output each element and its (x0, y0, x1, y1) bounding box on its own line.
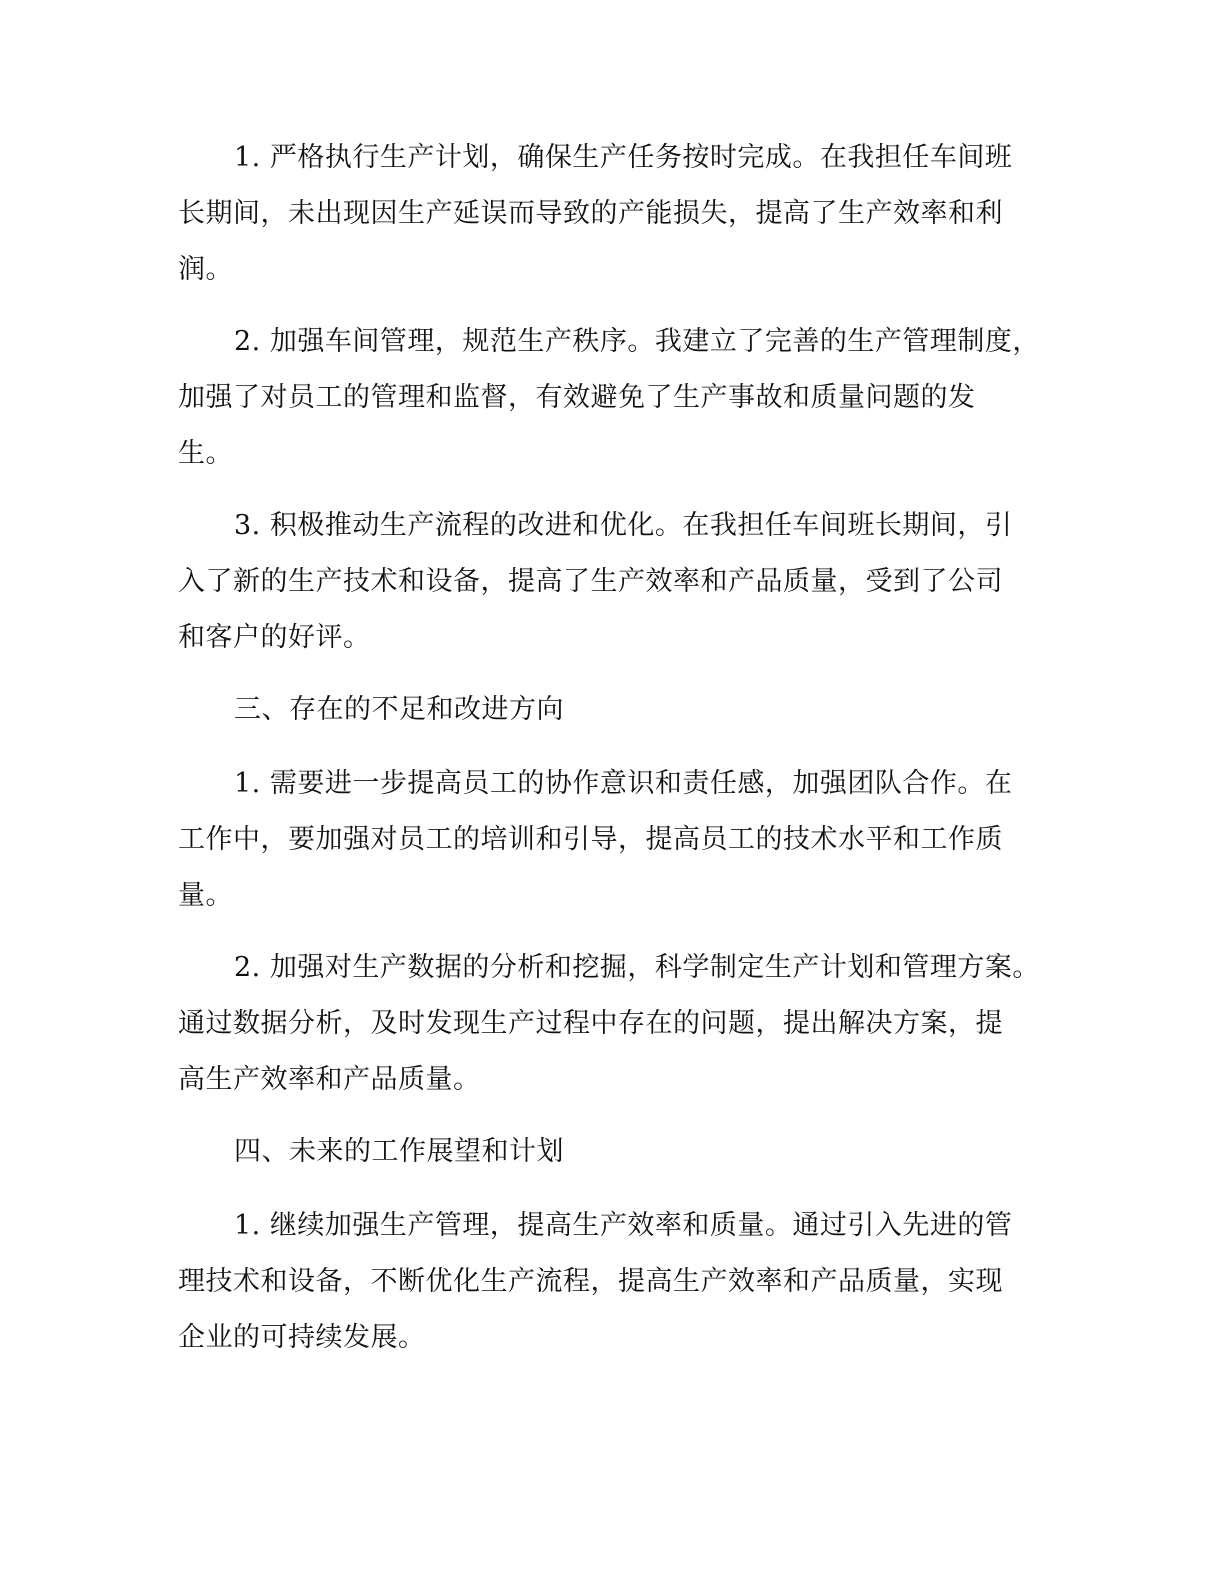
paragraph-line: 工作中，要加强对员工的培训和引导，提高员工的技术水平和工作质 (178, 824, 1003, 855)
paragraph-line: 润。 (178, 254, 233, 285)
paragraph-line: 生。 (178, 438, 233, 469)
section-heading: 三、存在的不足和改进方向 (234, 694, 564, 725)
paragraph-line: 和客户的好评。 (178, 622, 371, 653)
paragraph-line: 2. 加强对生产数据的分析和挖掘，科学制定生产计划和管理方案。 (234, 952, 1040, 983)
section-heading: 四、未来的工作展望和计划 (234, 1136, 564, 1167)
paragraph-line: 高生产效率和产品质量。 (178, 1064, 481, 1095)
paragraph-line: 加强了对员工的管理和监督，有效避免了生产事故和质量问题的发 (178, 382, 976, 413)
paragraph-line: 1. 继续加强生产管理，提高生产效率和质量。通过引入先进的管 (234, 1210, 1013, 1241)
paragraph-line: 通过数据分析，及时发现生产过程中存在的问题，提出解决方案，提 (178, 1008, 1003, 1039)
paragraph-line: 理技术和设备，不断优化生产流程，提高生产效率和产品质量，实现 (178, 1266, 1003, 1297)
paragraph-line: 1. 需要进一步提高员工的协作意识和责任感，加强团队合作。在 (234, 768, 1013, 799)
paragraph-line: 入了新的生产技术和设备，提高了生产效率和产品质量，受到了公司 (178, 566, 1003, 597)
paragraph-line: 长期间，未出现因生产延误而导致的产能损失，提高了生产效率和利 (178, 198, 1003, 229)
paragraph-line: 2. 加强车间管理，规范生产秩序。我建立了完善的生产管理制度， (234, 326, 1040, 357)
paragraph-line: 3. 积极推动生产流程的改进和优化。在我担任车间班长期间，引 (234, 510, 1013, 541)
paragraph-line: 企业的可持续发展。 (178, 1322, 426, 1353)
paragraph-line: 1. 严格执行生产计划，确保生产任务按时完成。在我担任车间班 (234, 142, 1013, 173)
paragraph-line: 量。 (178, 880, 233, 911)
